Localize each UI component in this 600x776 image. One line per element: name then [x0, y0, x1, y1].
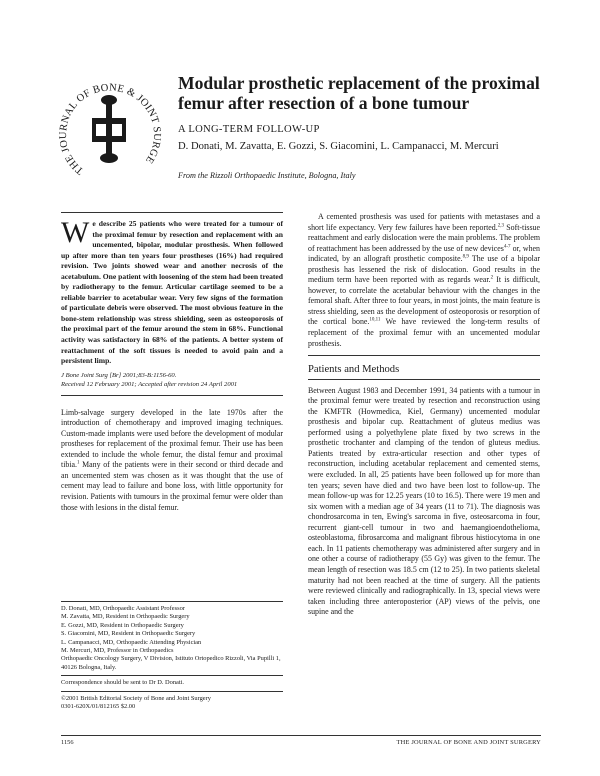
citation-block: [61, 371, 283, 389]
abstract: [61, 216, 283, 367]
footnote-line: Orthopaedic Oncology Surgery, V Division, Istituto Ortopedico Rizzoli, Via Pupilli 1, 40126 Bologna, Italy.: [61, 655, 281, 671]
logo-ring-text: THE JOURNAL OF BONE & JOINT SURGE: [58, 82, 163, 177]
methods-paragraph: Between August 1983 and December 1991, 34 patients with a tumour in the proximal femur were treated by resection and reconstruction using the KMFTR (Howmedica, Kiel, Germany) uncemented modular prosthesis and bipolar cup. Reattachment of gluteus medius was performed using a polyethylene plate fixed by two screws in the prosthetic trochanter and clamping of the tendon of gluteus medius. Patients treated by extra-articular resection and other types of reconstruction, including acetabular replacement and cemented stems, were excluded. In all, 25 patients have been followed up for more than ten years; seven have died and two have been lost to follow-up. The mean follow-up was for 12.25 years (10 to 16.5). There were 19 men and six women with a median age of 34 years (11 to 71). The diagnosis was chondrosarcoma in ten, Ewing's sarcoma in five, osteosarcoma in four, recurrent giant-cell tumour in two and haemangioendothelioma, osteoblastoma, fibrosarcoma and malignant fibrous histiocytoma in one each. In 11 patients chemotherapy was administered after surgery and in one other a course of radiotherapy (55 Gy) was given to the femur. The mean length of resection was 18.5 cm (12 to 25). In two patients skeletal maturity had not been reached at the time of surgery. All the patients were reviewed clinically and radiographically. In 13, special views were taken including three anteroposterior (AP) views of the pelvis, one supine and the: [308, 385, 540, 617]
section-rule: [308, 355, 540, 356]
correspondence-note: Correspondence should be sent to Dr D. Donati.: [61, 679, 184, 687]
section-heading-methods: Patients and Methods: [308, 364, 400, 376]
footnote-line: L. Campanacci, MD, Orthopaedic Attending Physician: [61, 638, 202, 646]
footnote-line: E. Gozzi, MD, Resident in Orthopaedic Surgery: [61, 621, 184, 629]
copyright-line: ©2001 British Editorial Society of Bone and Joint Surgery: [61, 694, 211, 702]
right-column: [308, 212, 540, 618]
footnote-rule: [61, 601, 283, 602]
author-footnotes: [61, 601, 283, 711]
journal-logo: [54, 70, 164, 180]
footnote-line: M. Mercuri, MD, Professor in Orthopaedics: [61, 647, 174, 655]
dropcap: W: [61, 216, 90, 249]
footnote-rule: [61, 675, 283, 676]
femur-emblem-icon: [92, 95, 126, 163]
article-subtitle: A LONG-TERM FOLLOW-UP: [178, 124, 320, 135]
citation-reference: J Bone Joint Surg [Br] 2001;83-B:1156-60.: [61, 371, 177, 379]
section-rule: [308, 379, 540, 380]
issn-line: 0301-620X/01/812165 $2.00: [61, 703, 136, 711]
footnote-line: S. Giacomini, MD, Resident in Orthopaedic Surgery: [61, 630, 196, 638]
abstract-bottom-rule: [61, 395, 283, 396]
footer-journal-name: THE JOURNAL OF BONE AND JOINT SURGERY: [396, 739, 541, 746]
footer-rule: [61, 735, 541, 736]
intro-paragraph: Limb-salvage surgery developed in the late 1970s after the introduction of chemotherapy and improved imaging techniques. Custom-made implants were used before the development of modular prostheses for replacement of the proximal femur. Their use has been extended to include the whole femur, the distal femur and proximal tibia.$^1$ Many of the patients were in their second or third decade and an uncemented stem was chosen as it was thought that the use of cement may lead to failure and bone loss, with little opportunity for revision. Patients with tumours in the proximal femur were older than those with lesions in the distal femur.: [61, 407, 283, 512]
affiliation: From the Rizzoli Orthopaedic Institute, Bologna, Italy: [178, 171, 356, 180]
footnote-line: M. Zavatta, MD, Resident in Orthopaedic Surgery: [61, 613, 190, 621]
footnote-rule: [61, 691, 283, 692]
footnote-line: D. Donati, MD, Orthopaedic Assistant Professor: [61, 605, 185, 612]
citation-dates: Received 12 February 2001; Accepted after revision 24 April 2001: [61, 380, 238, 388]
intro-continued-paragraph: A cemented prosthesis was used for patients with metastases and a short life expectancy. Very few failures have been reported.$^{2,3}$ Soft-tissue reattachment and early dislocation were the main problems. The problem of reattachment has been addressed by the use of new devices$^{4-7}$ or, when indicated, by an allograft prosthetic composite.$^{8,9}$ The use of a bipolar prosthesis has lessened the risk of dislocation. Good results in the medium term have been reported with as regards wear.$^2$ It is difficult, however, to correlate the acetabular behaviour with the changes in the femoral shaft. After three to four years, in most joints, the main feature is stress shielding, seen as the development of osteoporosis or resorption of the cortical bone.$^{10,11}$ We have reviewed the long-term results of replacement of the proximal femur with an uncemented modular prosthesis.: [308, 212, 541, 348]
abstract-text: e describe 25 patients who were treated for a tumour of the proximal femur by resection and replacement with an uncemented, bipolar, modular prosthesis. When followed up after more than ten years four prostheses (16%) had required revision. Two joints showed wear and another necrosis of the acetabulum. One patient with loosening of the stem had been treated by radiotherapy to the femur. Articular cartilage seemed to be a reliable barrier to acetabular wear. Very few signs of the formation of particulate debris were observed. The most obvious feature in the bone-stem relationship was stress shielding, seen as osteoporosis of the proximal part of the femur around the stem in 68%. Functional activity was satisfactory in 68% of the patients. A better system of reattachment of the soft tissues is needed to avoid pain and a persistent limp.: [61, 219, 283, 366]
left-column: [61, 212, 283, 513]
article-title: Modular prosthetic replacement of the proximal femur after resection of a bone tumour: [178, 73, 540, 113]
page-number: 1156: [61, 739, 74, 746]
author-list: D. Donati, M. Zavatta, E. Gozzi, S. Giacomini, L. Campanacci, M. Mercuri: [178, 141, 499, 152]
abstract-top-rule: [61, 212, 283, 213]
